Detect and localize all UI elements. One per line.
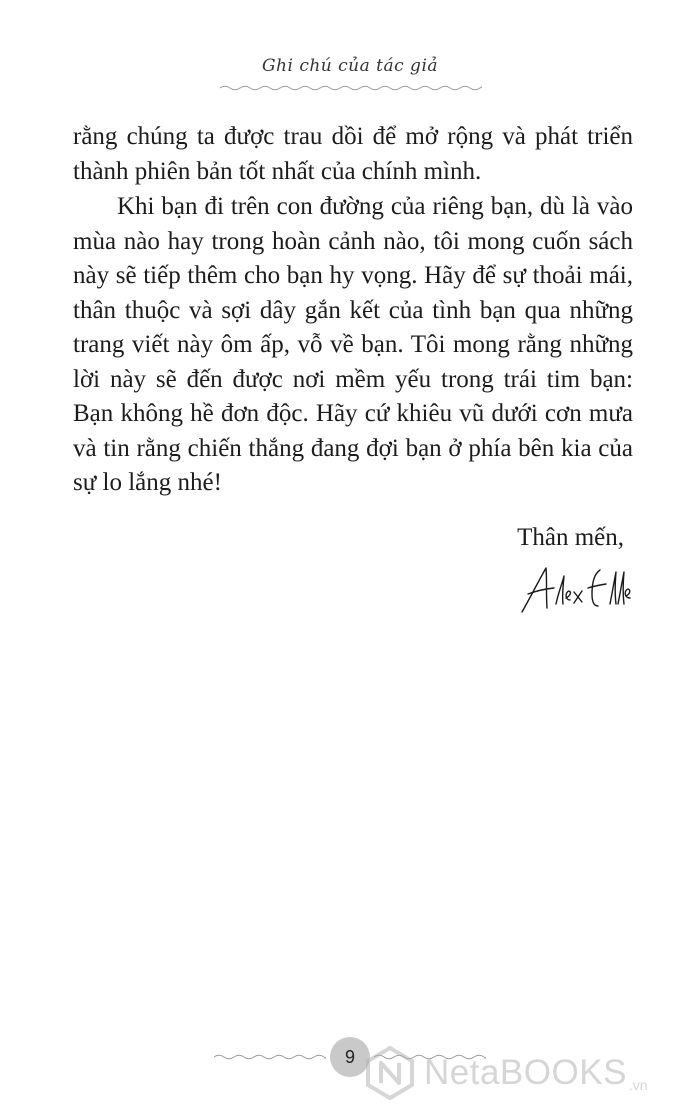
paragraph-text: rằng chúng ta được trau dồi để mở rộng và phát triển thành phiên bản tốt nhất của chính mình.	[73, 123, 633, 185]
paragraph-text: Khi bạn đi trên con đường của riêng bạn, dù là vào mùa nào hay trong hoàn cảnh nào, tôi mong cuốn sách này sẽ tiếp thêm cho bạn hy vọng. Hãy để sự thoải mái, thân thuộc và sợi dây gắn kết của tình bạn qua những trang viết này ôm ấp, vỗ về bạn. Tôi mong rằng những lời này sẽ đến được nơi mềm yếu trong trái tim bạn: Bạn không hề đơn độc. Hãy cứ khiêu vũ dưới cơn mưa và tin rằng chiến thắng đang đợi bạn ở phía bên kia của sự lo lắng nhé!	[73, 193, 633, 496]
body-paragraph-2	[73, 190, 633, 501]
page-number-text: 9	[344, 1046, 355, 1067]
signature-image	[516, 560, 634, 620]
footer-wave-left	[214, 1053, 326, 1061]
watermark	[362, 1045, 648, 1101]
body-paragraph-1	[73, 120, 633, 189]
watermark-text: NetaBOOKS	[424, 1053, 627, 1092]
watermark-suffix: .vn	[628, 1077, 648, 1093]
running-header: Ghi chú của tác giả	[261, 56, 439, 76]
header-wave-divider	[220, 84, 482, 92]
neta-logo-icon	[362, 1045, 418, 1101]
signoff: Thân mến,	[517, 524, 624, 551]
